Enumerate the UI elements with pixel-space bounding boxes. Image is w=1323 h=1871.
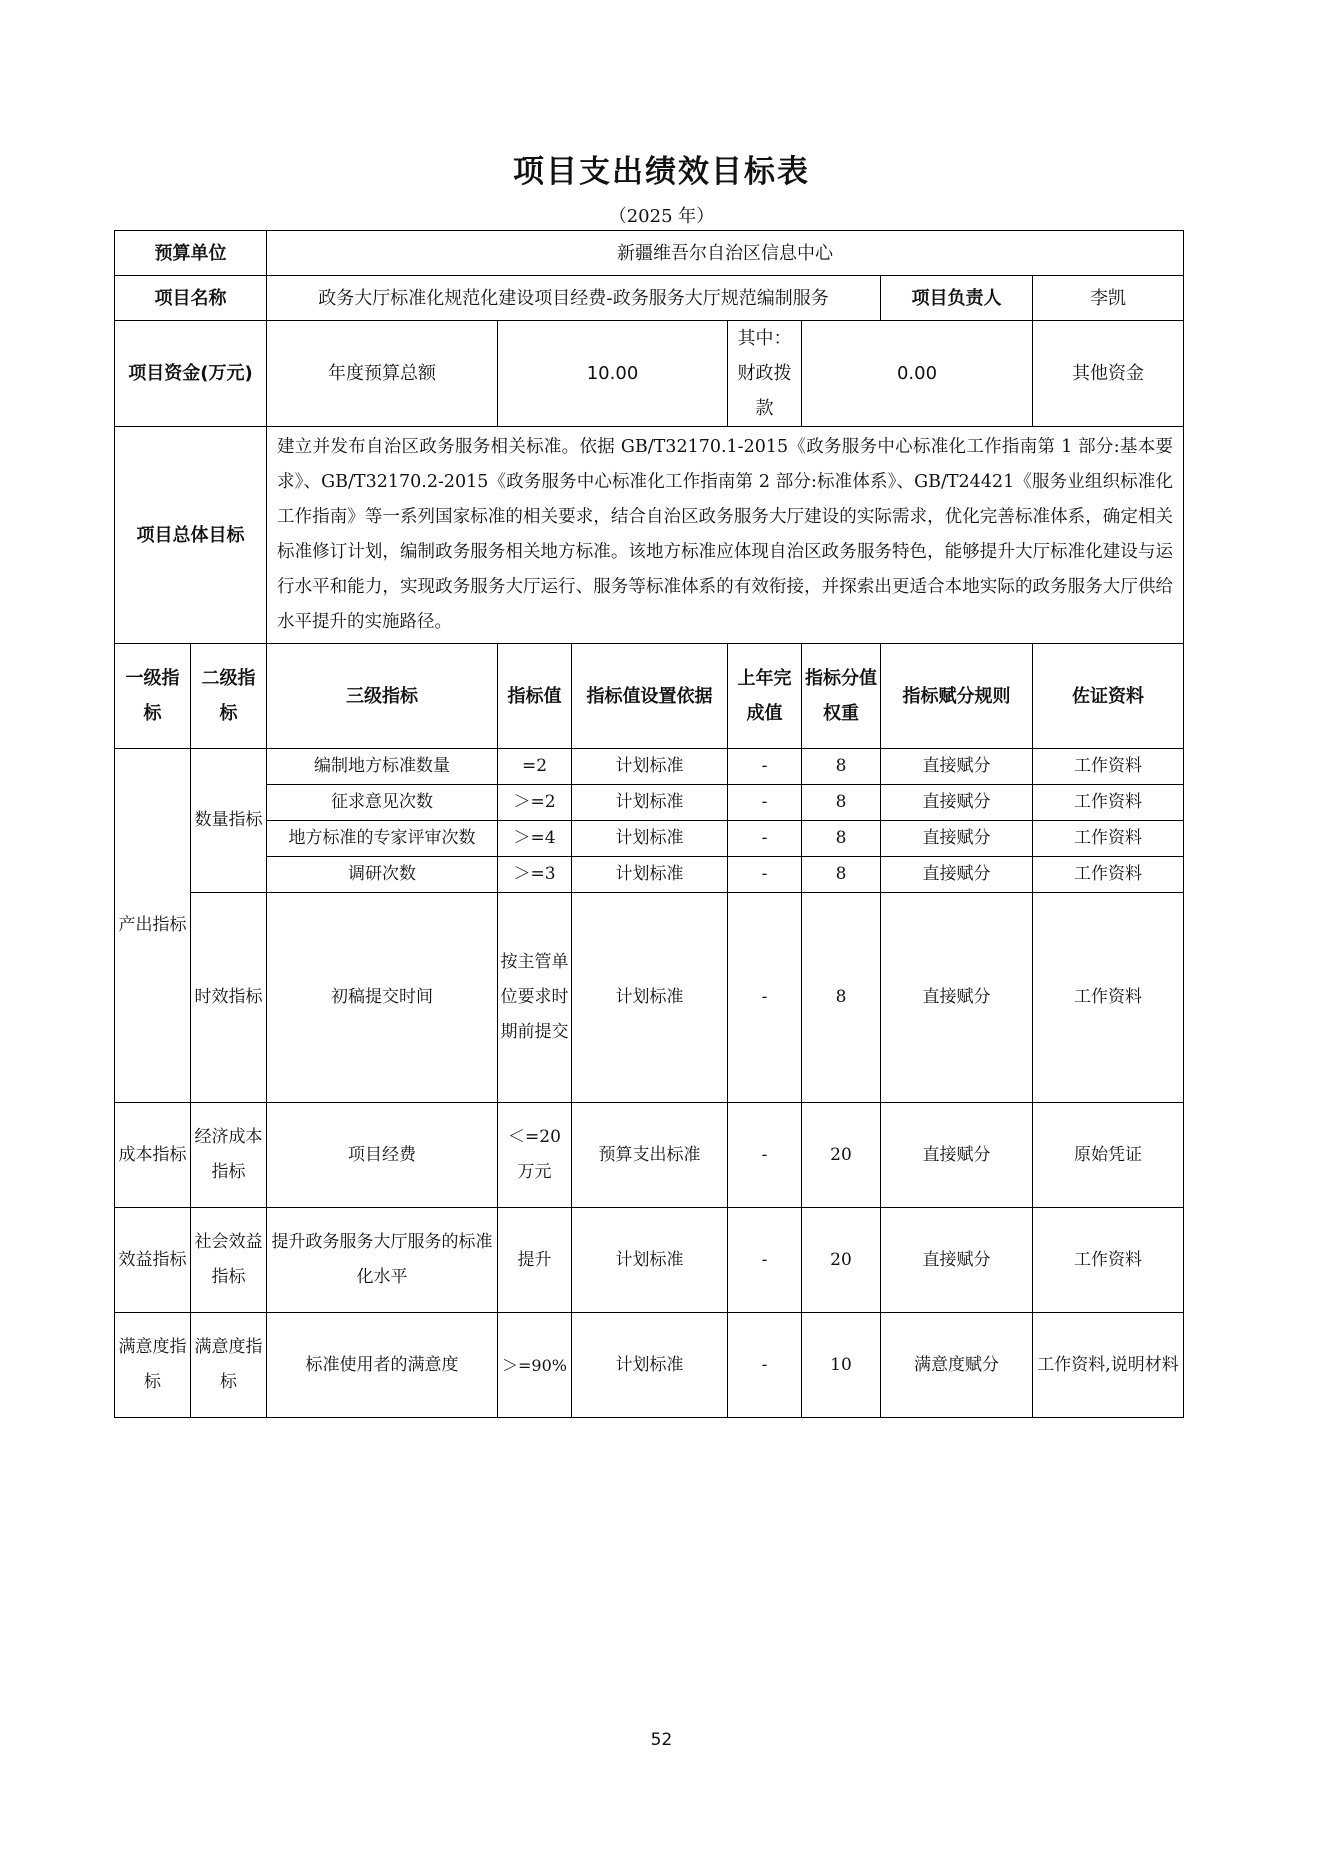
row-rule: 满意度赋分: [881, 1313, 1033, 1418]
annual-budget-value: 10.00: [498, 321, 728, 427]
table-row: [115, 1208, 1184, 1313]
row-value: ＞=90%: [498, 1313, 572, 1418]
group-output: 产出指标: [115, 749, 191, 1103]
row-weight: 8: [802, 857, 881, 893]
row-rule: 直接赋分: [881, 821, 1033, 857]
row-weight: 20: [802, 1103, 881, 1208]
row-last: -: [728, 785, 802, 821]
row-last: -: [728, 857, 802, 893]
row-weight: 20: [802, 1208, 881, 1313]
table-row: [115, 749, 1184, 785]
row-value: ＞=3: [498, 857, 572, 893]
overall-goal-row: [115, 427, 1184, 644]
col-indicator-value: 指标值: [498, 644, 572, 749]
project-name-row: [115, 276, 1184, 321]
row-evidence: 工作资料: [1033, 857, 1184, 893]
group-social-benefit: 社会效益指标: [191, 1208, 267, 1313]
budget-unit-value: 新疆维吾尔自治区信息中心: [267, 231, 1184, 276]
table-row: [115, 821, 1184, 857]
row-evidence: 工作资料: [1033, 893, 1184, 1103]
row-name: 项目经费: [267, 1103, 498, 1208]
group-cost: 成本指标: [115, 1103, 191, 1208]
col-level3: 三级指标: [267, 644, 498, 749]
row-weight: 10: [802, 1313, 881, 1418]
table-row: [115, 857, 1184, 893]
row-last: -: [728, 1313, 802, 1418]
row-last: -: [728, 893, 802, 1103]
col-level1: 一级指标: [115, 644, 191, 749]
project-fund-row: [115, 321, 1184, 427]
row-value: 提升: [498, 1208, 572, 1313]
row-last: -: [728, 1208, 802, 1313]
table-row: [115, 893, 1184, 1103]
row-basis: 计划标准: [572, 1313, 728, 1418]
row-last: -: [728, 821, 802, 857]
project-fund-label: 项目资金(万元): [115, 321, 267, 427]
annual-budget-label: 年度预算总额: [267, 321, 498, 427]
row-basis: 预算支出标准: [572, 1103, 728, 1208]
row-evidence: 工作资料: [1033, 785, 1184, 821]
row-basis: 计划标准: [572, 1208, 728, 1313]
table-row: [115, 1103, 1184, 1208]
page-number: 52: [650, 1730, 673, 1750]
budget-unit-row: [115, 231, 1184, 276]
row-rule: 直接赋分: [881, 785, 1033, 821]
group-satisfaction-sub: 满意度指标: [191, 1313, 267, 1418]
overall-goal-label: 项目总体目标: [115, 427, 267, 644]
fiscal-allocation-value: 0.00: [802, 321, 1033, 427]
row-last: -: [728, 1103, 802, 1208]
project-name-label: 项目名称: [115, 276, 267, 321]
row-value: 按主管单位要求时期前提交: [498, 893, 572, 1103]
row-basis: 计划标准: [572, 749, 728, 785]
group-quantity: 数量指标: [191, 749, 267, 893]
row-value: ＞=4: [498, 821, 572, 857]
row-evidence: 工作资料: [1033, 821, 1184, 857]
row-name: 地方标准的专家评审次数: [267, 821, 498, 857]
table-row: [115, 1313, 1184, 1418]
row-weight: 8: [802, 749, 881, 785]
row-basis: 计划标准: [572, 893, 728, 1103]
row-rule: 直接赋分: [881, 893, 1033, 1103]
row-rule: 直接赋分: [881, 1208, 1033, 1313]
page-title: 项目支出绩效目标表: [513, 154, 810, 190]
group-satisfaction: 满意度指标: [115, 1313, 191, 1418]
overall-goal-text: 建立并发布自治区政务服务相关标准。依据 GB/T32170.1-2015《政务服务中心标准化工作指南第 1 部分:基本要求》、GB/T32170.2-2015《政务服务中心标准化工作指南第 2 部分:标准体系》、GB/T24421《服务业组织标准化工作指南》等一系列国家标准的相关要求，结合自治区政务服务大厅建设的实际需求，优化完善标准体系，确定相关标准修订计划，编制政务服务相关地方标准。该地方标准应体现自治区政务服务特色，能够提升大厅标准化建设与运行水平和能力，实现政务服务大厅运行、服务等标准体系的有效衔接，并探索出更适合本地实际的政务服务大厅供给水平提升的实施路径。: [267, 427, 1184, 644]
group-timeliness: 时效指标: [191, 893, 267, 1103]
other-fund-label: 其他资金: [1033, 321, 1184, 427]
row-evidence: 工作资料,说明材料: [1033, 1313, 1184, 1418]
row-weight: 8: [802, 785, 881, 821]
project-leader-label: 项目负责人: [881, 276, 1033, 321]
row-evidence: 工作资料: [1033, 749, 1184, 785]
row-name: 编制地方标准数量: [267, 749, 498, 785]
group-economic-cost: 经济成本指标: [191, 1103, 267, 1208]
row-name: 提升政务服务大厅服务的标准化水平: [267, 1208, 498, 1313]
row-evidence: 原始凭证: [1033, 1103, 1184, 1208]
col-last-year: 上年完成值: [728, 644, 802, 749]
performance-table: [114, 230, 1184, 1418]
row-weight: 8: [802, 821, 881, 857]
column-header-row: [115, 644, 1184, 749]
row-basis: 计划标准: [572, 785, 728, 821]
row-rule: 直接赋分: [881, 1103, 1033, 1208]
col-scoring-rule: 指标赋分规则: [881, 644, 1033, 749]
year-subtitle: （2025 年）: [608, 206, 715, 227]
row-name: 调研次数: [267, 857, 498, 893]
row-name: 征求意见次数: [267, 785, 498, 821]
project-leader-value: 李凯: [1033, 276, 1184, 321]
col-weight: 指标分值权重: [802, 644, 881, 749]
col-evidence: 佐证资料: [1033, 644, 1184, 749]
row-basis: 计划标准: [572, 857, 728, 893]
row-value: ＜=20万元: [498, 1103, 572, 1208]
row-rule: 直接赋分: [881, 749, 1033, 785]
row-last: -: [728, 749, 802, 785]
row-value: =2: [498, 749, 572, 785]
project-name-value: 政务大厅标准化规范化建设项目经费-政务服务大厅规范编制服务: [267, 276, 881, 321]
row-name: 标准使用者的满意度: [267, 1313, 498, 1418]
row-evidence: 工作资料: [1033, 1208, 1184, 1313]
row-name: 初稿提交时间: [267, 893, 498, 1103]
row-weight: 8: [802, 893, 881, 1103]
row-value: ＞=2: [498, 785, 572, 821]
fiscal-allocation-label: 其中：财政拨款: [728, 321, 802, 427]
col-level2: 二级指标: [191, 644, 267, 749]
group-benefit: 效益指标: [115, 1208, 191, 1313]
row-rule: 直接赋分: [881, 857, 1033, 893]
table-row: [115, 785, 1184, 821]
budget-unit-label: 预算单位: [115, 231, 267, 276]
row-basis: 计划标准: [572, 821, 728, 857]
col-value-basis: 指标值设置依据: [572, 644, 728, 749]
